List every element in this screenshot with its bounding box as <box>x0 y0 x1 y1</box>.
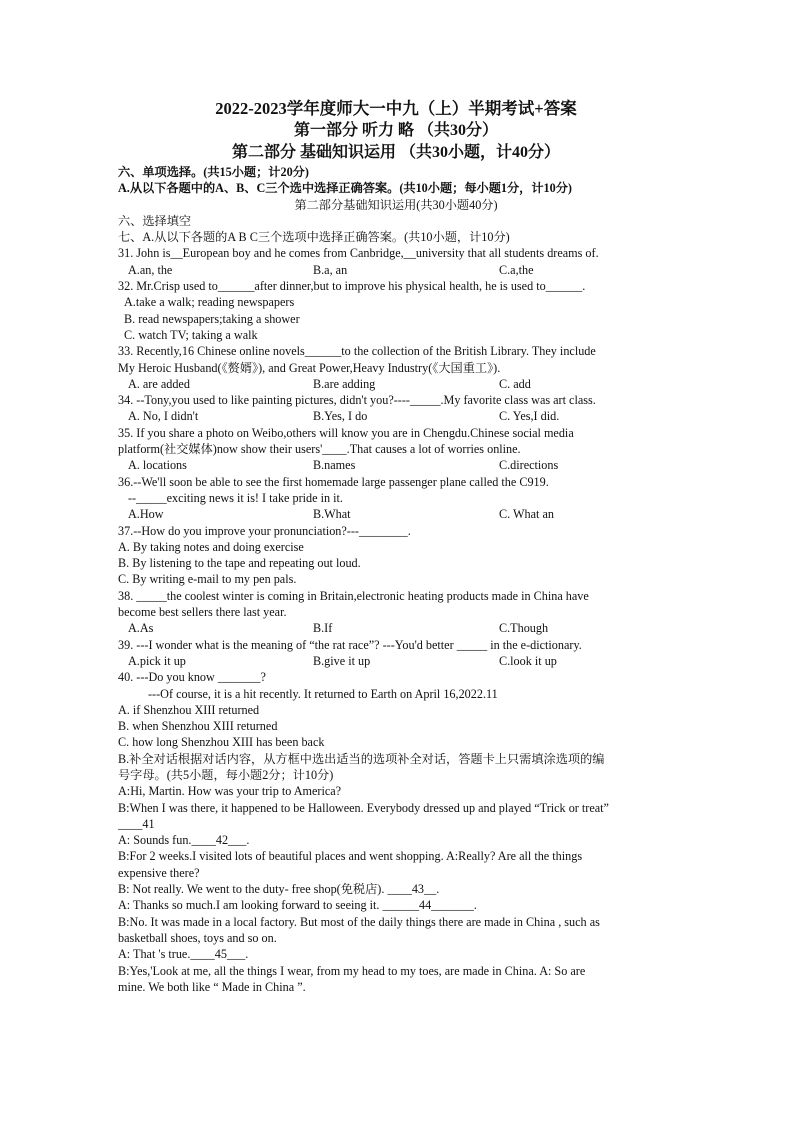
option-c: C. What an <box>499 507 554 522</box>
question-31-options <box>118 262 674 278</box>
question-34-options <box>118 408 674 424</box>
option-a: A.take a walk; reading newspapers <box>124 295 295 310</box>
section6-heading: 六、单项选择。(共15小题；计20分) <box>118 165 309 179</box>
dialog-line: B:No. It was made in a local factory. But most of the daily things there are made in China , such as <box>118 914 600 929</box>
part1-heading: 第一部分 听力 略 （共30分） <box>293 122 498 139</box>
option-c: C.look it up <box>499 653 557 668</box>
option-c: C.a,the <box>499 262 534 277</box>
option-b: B.If <box>313 621 333 636</box>
question-35: 35. If you share a photo on Weibo,others will know you are in Chengdu.Chinese social media <box>118 425 574 440</box>
option-c: C. watch TV; taking a walk <box>124 327 258 342</box>
question-31: 31. John is__European boy and he comes from Canbridge,__university that all students dreams of. <box>118 246 599 261</box>
option-a: A.As <box>128 621 154 636</box>
question-38-cont: become best sellers there last year. <box>118 605 287 620</box>
question-36-options <box>118 506 674 522</box>
exam-page <box>118 96 674 995</box>
option-c: C. Yes,I did. <box>499 409 560 424</box>
dialog-line: B:When I was there, it happened to be Halloween. Everybody dressed up and played “Trick or treat” <box>118 800 609 815</box>
dialog-line: basketball shoes, toys and so on. <box>118 930 277 945</box>
option-b: B.are adding <box>313 376 376 391</box>
question-39: 39. ---I wonder what is the meaning of “the rat race”? ---You'd better _____ in the e-dictionary. <box>118 637 582 652</box>
option-b: B. when Shenzhou XIII returned <box>118 719 278 734</box>
option-a: A. are added <box>128 376 190 391</box>
dialog-line: expensive there? <box>118 865 200 880</box>
question-40-cont: ---Of course, it is a hit recently. It returned to Earth on April 16,2022.11 <box>148 686 498 701</box>
dialog-line: A: Sounds fun.____42___. <box>118 833 250 848</box>
option-a: A.an, the <box>128 262 173 277</box>
option-a: A. No, I didn't <box>128 409 199 424</box>
dialog-line: A: That 's true.____45___. <box>118 947 249 962</box>
question-33: 33. Recently,16 Chinese online novels______to the collection of the British Library. They include <box>118 344 596 359</box>
sectionB-instruction: B.补全对话根据对话内容，从方框中选出适当的选项补全对话，答题卡上只需填涂选项的编 <box>118 751 605 766</box>
option-b: B.Yes, I do <box>313 409 368 424</box>
option-a: A. locations <box>128 458 187 473</box>
dialog-line: mine. We both like “ Made in China ”. <box>118 979 306 994</box>
option-b: B. By listening to the tape and repeating out loud. <box>118 556 361 571</box>
dialog-line: B: Not really. We went to the duty- free shop(免税店). ____43__. <box>118 882 440 897</box>
option-c: C. how long Shenzhou XIII has been back <box>118 735 325 750</box>
question-35-options <box>118 457 674 473</box>
option-a: A. if Shenzhou XIII returned <box>118 702 260 717</box>
question-40: 40. ---Do you know _______? <box>118 670 266 685</box>
section7-instruction: 七、A.从以下各题的A B C三个选项中选择正确答案。(共10小题，计10分) <box>118 230 510 245</box>
part2-heading: 第二部分 基础知识运用 （共30小题，计40分） <box>231 144 560 161</box>
dialog-line: A:Hi, Martin. How was your trip to America? <box>118 784 342 799</box>
dialog-line: B:For 2 weeks.I visited lots of beautiful places and went shopping. A:Really? Are all the things <box>118 849 583 864</box>
exam-title: 2022-2023学年度师大一中九（上）半期考试+答案 <box>215 99 577 118</box>
option-b: B. read newspapers;taking a shower <box>124 311 300 326</box>
option-c: C. By writing e-mail to my pen pals. <box>118 572 297 587</box>
question-38: 38. _____the coolest winter is coming in Britain,electronic heating products made in China have <box>118 588 589 603</box>
question-32: 32. Mr.Crisp used to______after dinner,but to improve his physical health, he is used to______. <box>118 279 586 294</box>
question-33-options <box>118 376 674 392</box>
question-36: 36.--We'll soon be able to see the first homemade large passenger plane called the C919. <box>118 474 549 489</box>
option-b: B.a, an <box>313 262 348 277</box>
option-c: C. add <box>499 376 531 391</box>
option-b: B.names <box>313 458 356 473</box>
dialog-line: B:Yes,'Look at me, all the things I wear, from my head to my toes, are made in China. A: So are <box>118 963 586 978</box>
sectionA-instruction: A.从以下各题中的A、B、C三个选中选择正确答案。(共10小题；每小题1分，计10分) <box>118 181 572 196</box>
dialog-line: A: Thanks so much.I am looking forward to seeing it. ______44_______. <box>118 898 477 913</box>
option-c: C.Though <box>499 621 549 636</box>
question-34: 34. --Tony,you used to like painting pictures, didn't you?----_____.My favorite class was art class. <box>118 393 596 408</box>
option-a: A.How <box>128 507 164 522</box>
question-33-cont: My Heroic Husband(《赘婿》), and Great Power,Heavy Industry(《大国重工》). <box>118 360 501 375</box>
section6-alt-heading: 六、选择填空 <box>118 213 192 228</box>
part2-alt-heading: 第二部分基础知识运用(共30小题40分) <box>294 197 498 212</box>
option-b: B.give it up <box>313 653 371 668</box>
option-c: C.directions <box>499 458 559 473</box>
question-36-cont: --_____exciting news it is! I take pride in it. <box>128 490 343 505</box>
dialog-blank-41: ____41 <box>118 816 155 831</box>
option-b: B.What <box>313 507 351 522</box>
option-a: A.pick it up <box>128 653 186 668</box>
sectionB-instruction-cont: 号字母。(共5小题，每小题2分；计10分) <box>118 767 334 782</box>
question-37: 37.--How do you improve your pronunciation?---________. <box>118 523 411 538</box>
option-a: A. By taking notes and doing exercise <box>118 539 304 554</box>
question-35-cont: platform(社交媒体)now show their users'____.That causes a lot of worries online. <box>118 442 521 457</box>
question-38-options <box>118 620 674 636</box>
question-39-options <box>118 653 674 669</box>
